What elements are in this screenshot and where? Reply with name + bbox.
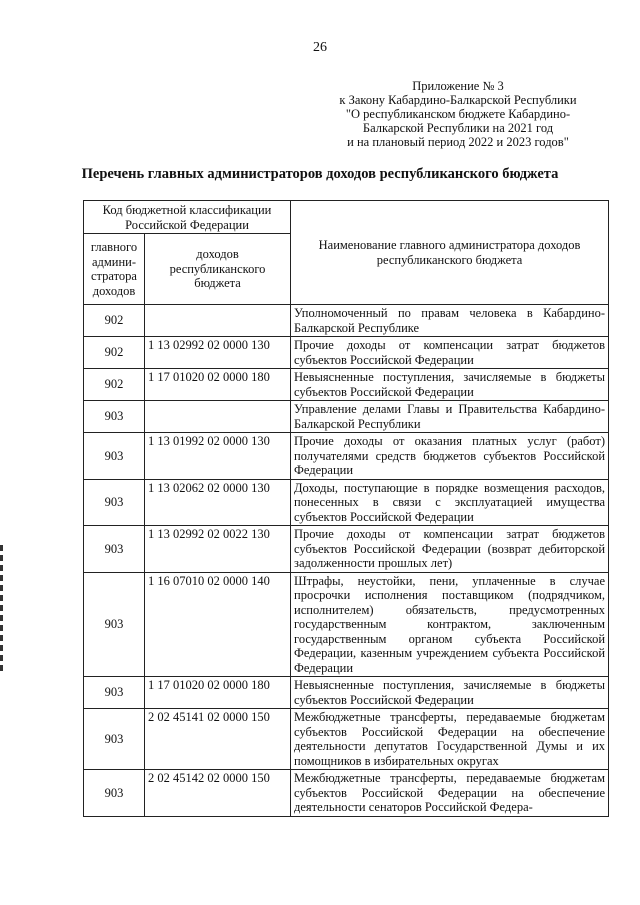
table-row	[84, 337, 609, 369]
revenue-administrators-table	[83, 200, 609, 817]
table-header-row	[84, 201, 609, 234]
revenue-code-cell: 1 13 01992 02 0000 130	[145, 433, 291, 480]
table-row	[84, 433, 609, 480]
binding-mark	[0, 545, 3, 675]
administrator-name-cell: Штрафы, неустойки, пени, уплаченные в случае просрочки исполнения поставщиком (подрядчиком, исполнителем) обязательств, предусмотренных государственным контрактом, заключенным государственным органом субъекта Российской Федерации, казенным учреждением субъекта Российской Федерации	[291, 572, 609, 677]
table-row	[84, 526, 609, 573]
admin-code-cell: 902	[84, 305, 145, 337]
appendix-line: к Закону Кабардино-Балкарской Республики	[339, 93, 577, 107]
header-kbk: Код бюджетной классификации Российской Федерации	[84, 201, 291, 234]
table-row	[84, 677, 609, 709]
administrator-name-cell: Невыясненные поступления, зачисляемые в бюджеты субъектов Российской Федерации	[291, 369, 609, 401]
header-revenue: доходов республиканского бюджета	[145, 234, 291, 305]
revenue-code-cell: 2 02 45142 02 0000 150	[145, 770, 291, 817]
revenue-code-cell: 1 13 02992 02 0022 130	[145, 526, 291, 573]
administrator-name-cell: Невыясненные поступления, зачисляемые в бюджеты субъектов Российской Федерации	[291, 677, 609, 709]
document-title: Перечень главных администраторов доходов республиканского бюджета	[81, 166, 559, 182]
header-admin: главного админи-стратора доходов	[84, 234, 145, 305]
admin-code-cell: 903	[84, 677, 145, 709]
administrator-name-cell: Межбюджетные трансферты, передаваемые бюджетам субъектов Российской Федерации на обеспечение деятельности сенаторов Российской Федера-	[291, 770, 609, 817]
revenue-code-cell	[145, 401, 291, 433]
page-number: 26	[313, 40, 327, 55]
table-row	[84, 770, 609, 817]
table-row	[84, 401, 609, 433]
administrator-name-cell: Управление делами Главы и Правительства Кабардино-Балкарской Республики	[291, 401, 609, 433]
appendix-line: Балкарской Республики на 2021 год	[362, 121, 554, 135]
admin-code-cell: 903	[84, 770, 145, 817]
admin-code-cell: 902	[84, 337, 145, 369]
table-row	[84, 572, 609, 677]
administrator-name-cell: Межбюджетные трансферты, передаваемые бюджетам субъектов Российской Федерации на обеспечение деятельности депутатов Государственной Думы и их помощников в избирательных округах	[291, 709, 609, 770]
administrator-name-cell: Прочие доходы от компенсации затрат бюджетов субъектов Российской Федерации	[291, 337, 609, 369]
revenue-code-cell: 2 02 45141 02 0000 150	[145, 709, 291, 770]
admin-code-cell: 902	[84, 369, 145, 401]
administrator-name-cell: Прочие доходы от компенсации затрат бюджетов субъектов Российской Федерации (возврат дебиторской задолженности прошлых лет)	[291, 526, 609, 573]
table-row	[84, 369, 609, 401]
administrator-name-cell: Прочие доходы от оказания платных услуг (работ) получателями средств бюджетов субъектов Российской Федерации	[291, 433, 609, 480]
appendix-line: и на плановый период 2022 и 2023 годов"	[347, 135, 569, 149]
appendix-block	[308, 79, 608, 149]
table-row	[84, 479, 609, 526]
revenue-code-cell: 1 13 02992 02 0000 130	[145, 337, 291, 369]
administrator-name-cell: Доходы, поступающие в порядке возмещения расходов, понесенных в связи с эксплуатацией имущества субъектов Российской Федерации	[291, 479, 609, 526]
revenue-code-cell: 1 17 01020 02 0000 180	[145, 677, 291, 709]
header-name: Наименование главного администратора доходов республиканского бюджета	[291, 201, 609, 305]
revenue-code-cell: 1 17 01020 02 0000 180	[145, 369, 291, 401]
admin-code-cell: 903	[84, 479, 145, 526]
revenue-code-cell: 1 13 02062 02 0000 130	[145, 479, 291, 526]
table-row	[84, 305, 609, 337]
admin-code-cell: 903	[84, 572, 145, 677]
appendix-line: "О республиканском бюджете Кабардино-	[345, 107, 571, 121]
admin-code-cell: 903	[84, 709, 145, 770]
admin-code-cell: 903	[84, 526, 145, 573]
table-row	[84, 709, 609, 770]
table-header	[84, 201, 609, 305]
revenue-code-cell	[145, 305, 291, 337]
administrator-name-cell: Уполномоченный по правам человека в Кабардино-Балкарской Республике	[291, 305, 609, 337]
admin-code-cell: 903	[84, 433, 145, 480]
revenue-administrators-table-wrap	[83, 200, 608, 817]
appendix-line: Приложение № 3	[412, 79, 504, 93]
revenue-code-cell: 1 16 07010 02 0000 140	[145, 572, 291, 677]
admin-code-cell: 903	[84, 401, 145, 433]
table-body	[84, 305, 609, 817]
